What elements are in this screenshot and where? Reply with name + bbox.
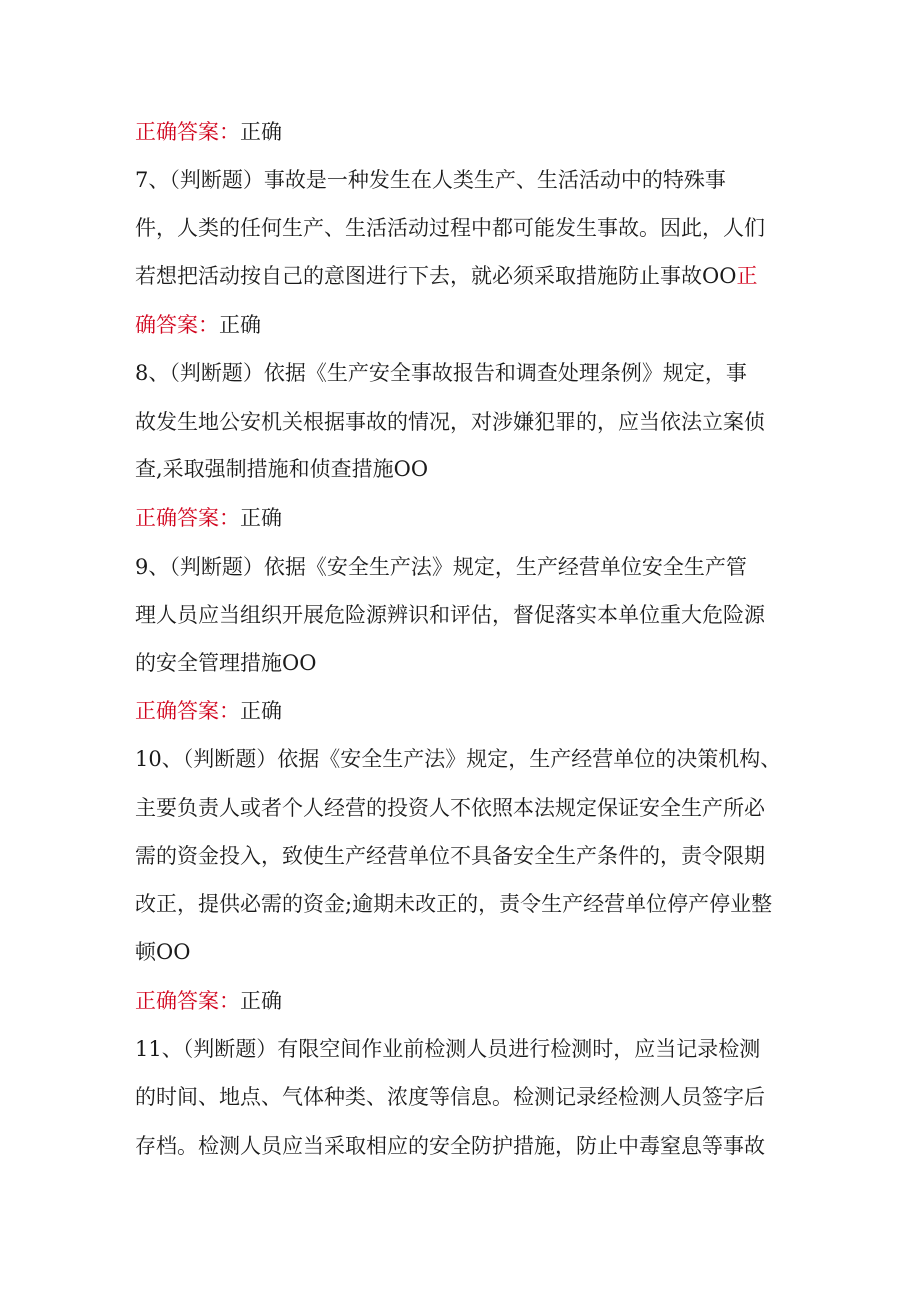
- question-11-line-1: 11、（判断题）有限空间作业前检测人员进行检测时，应当记录检测: [135, 1037, 761, 1061]
- answer-line: [135, 118, 282, 146]
- question-8-line-2: 故发生地公安机关根据事故的情况，对涉嫌犯罪的，应当依法立案侦: [135, 410, 765, 434]
- question-7-line-1: 7、（判断题）事故是一种发生在人类生产、生活活动中的特殊事: [135, 168, 726, 192]
- question-9-line-2: 理人员应当组织开展危险源辨识和评估，督促落实本单位重大危险源: [135, 603, 765, 627]
- question-11-line-3: 存档。检测人员应当采取相应的安全防护措施，防止中毒窒息等事故: [135, 1134, 765, 1158]
- question-10-line-1: 10、（判断题）依据《安全生产法》规定，生产经营单位的决策机构、: [135, 747, 782, 771]
- answer-value: 正确: [240, 506, 282, 530]
- answer-value: 正确: [240, 120, 282, 144]
- question-9-line-1: 9、（判断题）依据《安全生产法》规定，生产经营单位安全生产管: [135, 555, 747, 579]
- answer-label-part: 正: [736, 264, 758, 288]
- answer-label-part: 确答案：: [135, 313, 219, 337]
- question-7-text: 若想把活动按自己的意图进行下去，就必须采取措施防止事故OO: [135, 264, 737, 288]
- answer-value: 正确: [219, 313, 261, 337]
- question-10-line-4: 改正，提供必需的资金;逾期未改正的，责令生产经营单位停产停业整: [135, 892, 773, 916]
- question-8-line-1: 8、（判断题）依据《生产安全事故报告和调查处理条例》规定，事: [135, 361, 747, 385]
- answer-line: [135, 987, 282, 1015]
- answer-value: 正确: [240, 989, 282, 1013]
- answer-line: [135, 697, 282, 725]
- answer-value: 正确: [240, 699, 282, 723]
- answer-line: [135, 504, 282, 532]
- question-10-line-5: 顿OO: [135, 940, 191, 964]
- question-7-line-2: 件，人类的任何生产、生活活动过程中都可能发生事故。因此，人们: [135, 216, 765, 240]
- question-7-line-3: [135, 262, 757, 290]
- question-11-line-2: 的时间、地点、气体种类、浓度等信息。检测记录经检测人员签字后: [135, 1085, 765, 1109]
- answer-label: 正确答案：: [135, 506, 240, 530]
- question-10-line-3: 需的资金投入，致使生产经营单位不具备安全生产条件的，责令限期: [135, 844, 765, 868]
- answer-label: 正确答案：: [135, 120, 240, 144]
- question-8-line-3: 查,采取强制措施和侦查措施OO: [135, 457, 429, 481]
- answer-line: [135, 311, 261, 339]
- answer-label: 正确答案：: [135, 989, 240, 1013]
- answer-label: 正确答案：: [135, 699, 240, 723]
- question-10-line-2: 主要负责人或者个人经营的投资人不依照本法规定保证安全生产所必: [135, 796, 765, 820]
- question-9-line-3: 的安全管理措施OO: [135, 651, 317, 675]
